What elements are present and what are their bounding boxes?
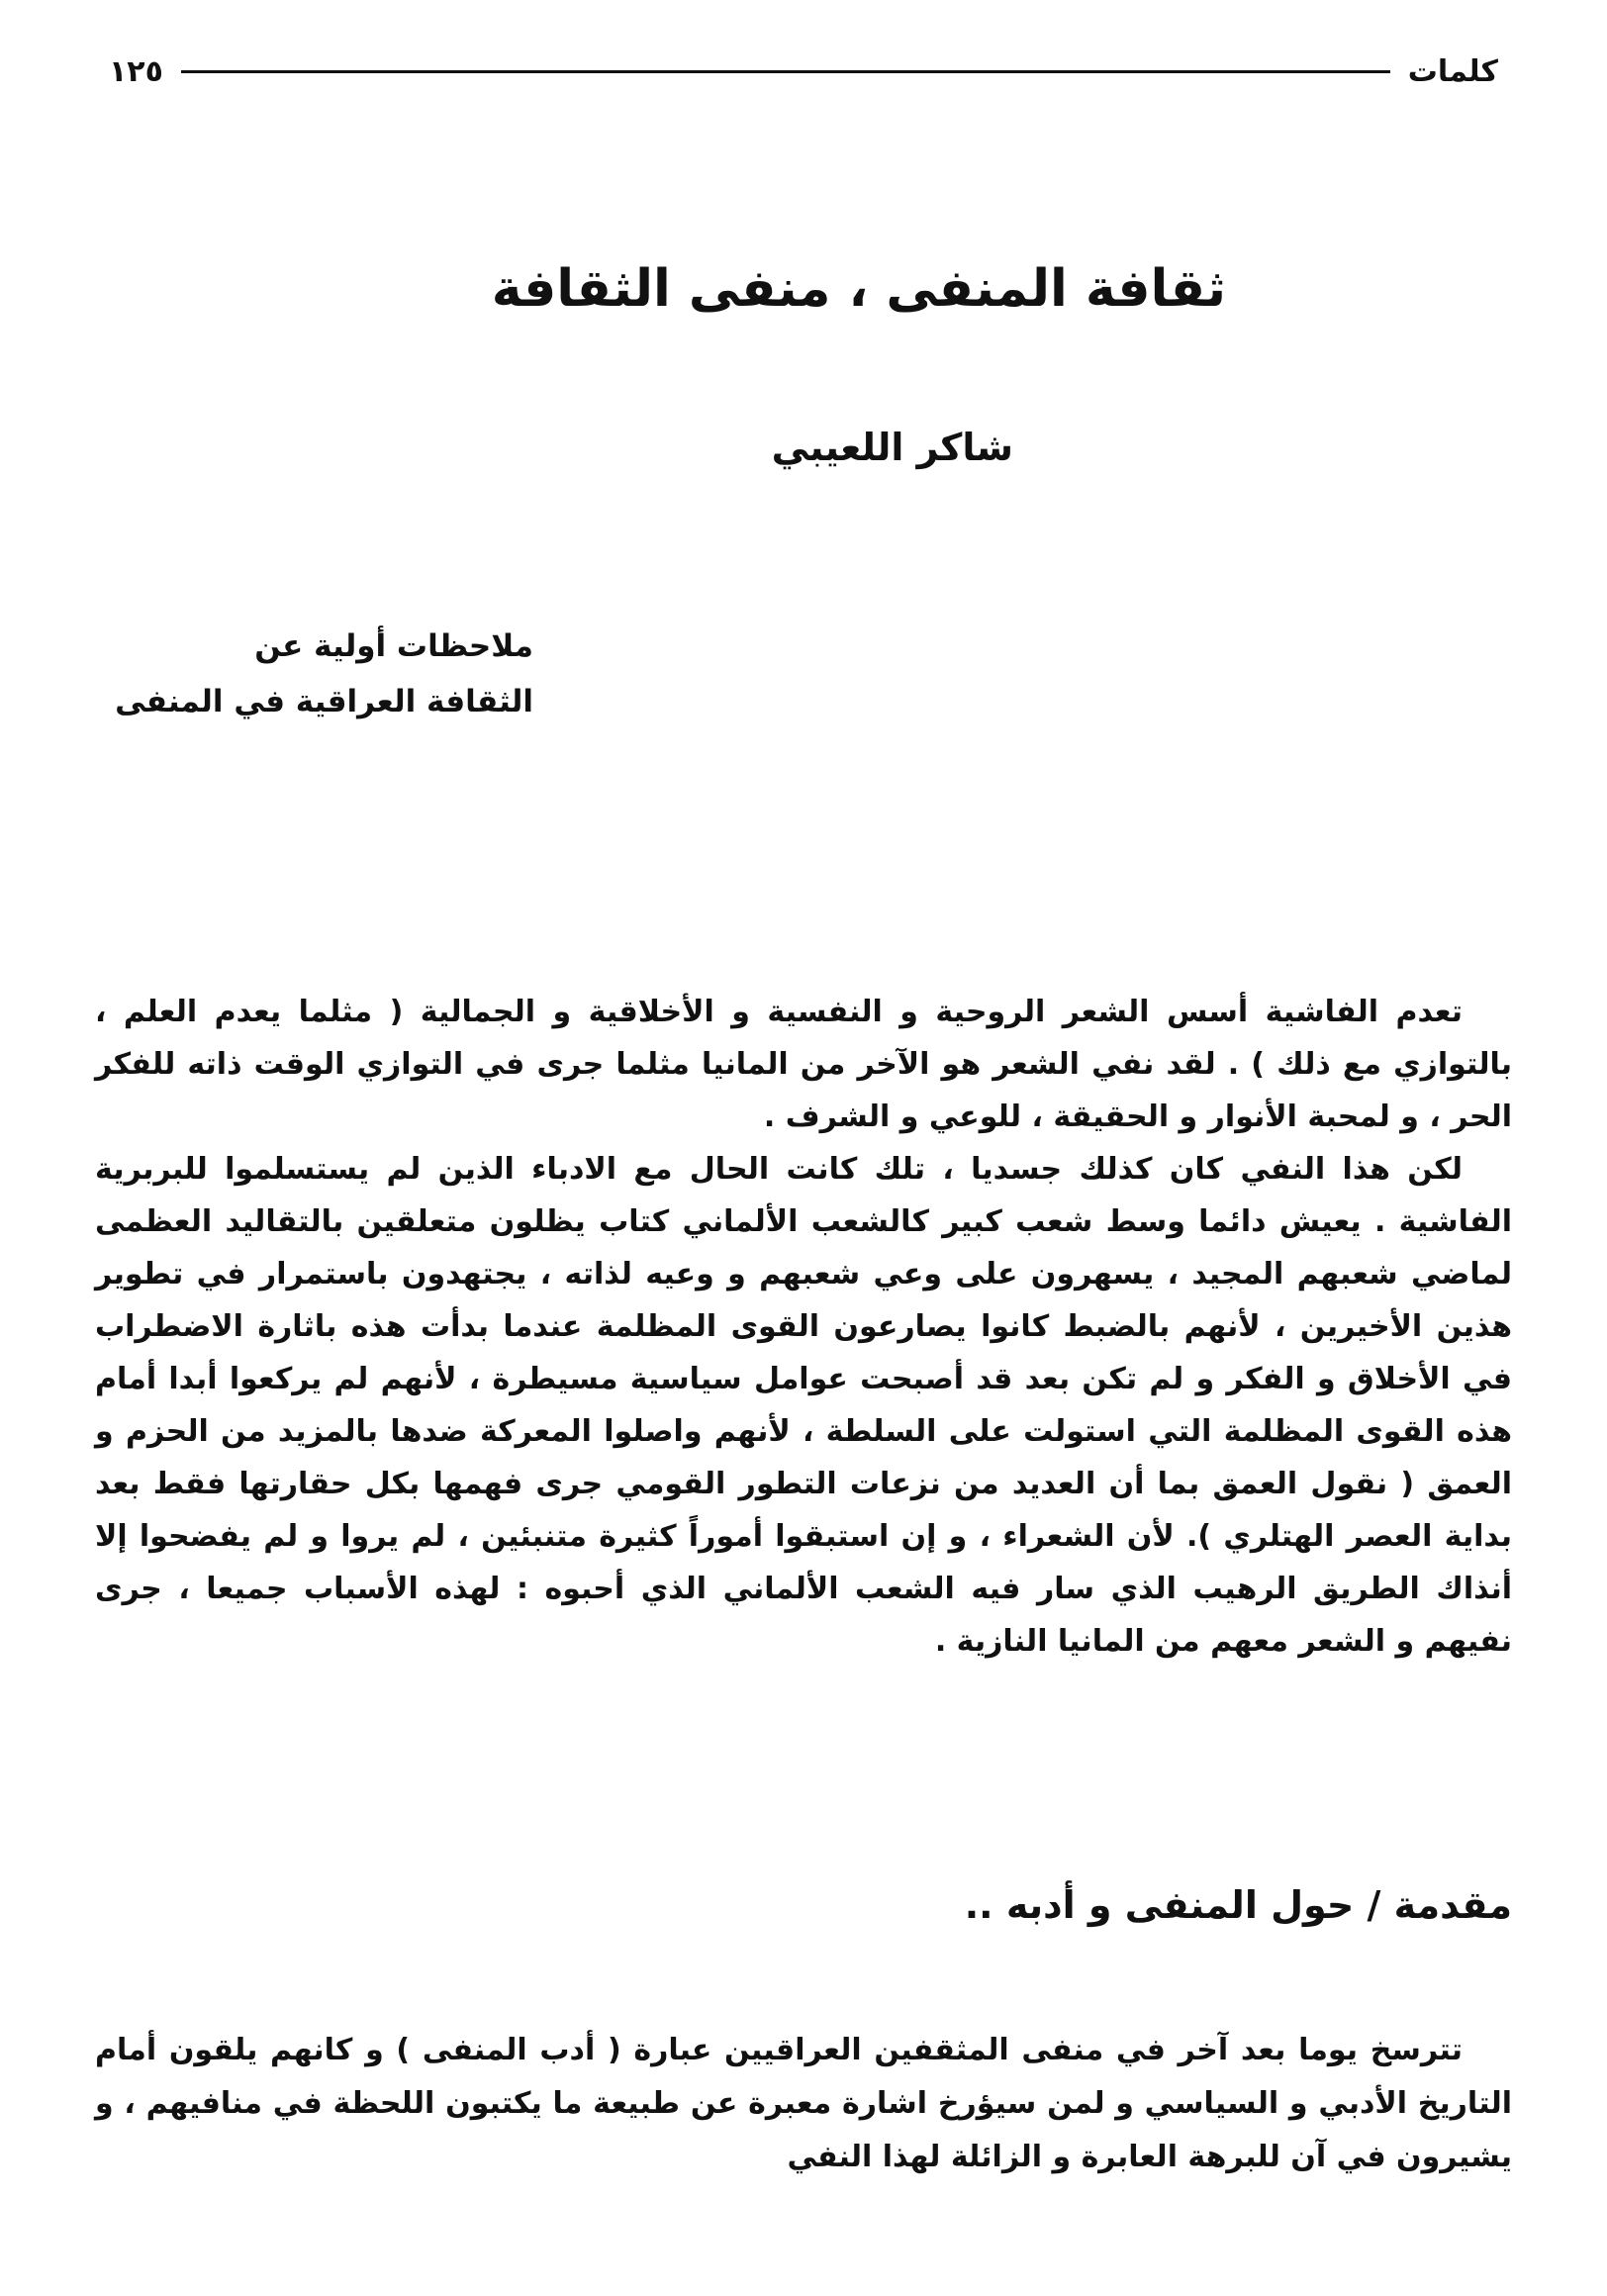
header-rule — [181, 70, 1390, 73]
section-body — [95, 2024, 1512, 2184]
section-paragraph: تترسخ يوما بعد آخر في منفى المثقفين العراقيين عبارة ( أدب المنفى ) و كانهم يلقون أمام التاريخ الأدبي و السياسي و لمن سيؤرخ اشارة معبرة عن طبيعة ما يكتبون اللحظة في منافيهم ، و يشيرون في آن للبرهة العابرة و الزائلة لهذا النفي — [95, 2033, 1512, 2174]
epigraph — [115, 619, 533, 729]
body-paragraph: لكن هذا النفي كان كذلك جسديا ، تلك كانت الحال مع الادباء الذين لم يستسلموا للبربرية الفاشية . يعيش دائما وسط شعب كبير كالشعب الألماني كتاب يظلون متعلقين بالتقاليد العظمى لماضي شعبهم المجيد ، يسهرون على وعي شعبهم و وعيه لذاته ، يجتهدون باستمرار في تطوير هذين الأخيرين ، لأنهم بالضبط كانوا يصارعون القوى المظلمة عندما بدأت هذه باثارة الاضطراب في الأخلاق و الفكر و لم تكن بعد قد أصبحت عوامل سياسية مسيطرة ، لأنهم لم يركعوا أبدا أمام هذه القوى المظلمة التي استولت على السلطة ، لأنهم واصلوا المعركة ضدها بالمزيد من الحزم و العمق ( نقول العمق بما أن العديد من نزعات التطور القومي جرى فهمها بكل حقارتها فقط بعد بداية العصر الهتلري ). لأن الشعراء ، و إن استبقوا أموراً كثيرة متنبئين ، لم يروا و لم يفضحوا إلا أنذاك الطريق الرهيب الذي سار فيه الشعب الألماني الذي أحبوه : لهذه الأسباب جميعا ، جرى نفيهم و الشعر معهم من المانيا النازية . — [95, 1152, 1512, 1659]
running-header — [109, 51, 1498, 91]
page-number: ١٢٥ — [109, 53, 163, 89]
author-name: شاكر اللعيبي — [771, 426, 1013, 469]
section-heading: مقدمة / حول المنفى و أدبه .. — [964, 1883, 1512, 1927]
running-title: كلمات — [1407, 53, 1498, 89]
epigraph-line: الثقافة العراقية في المنفى — [115, 684, 533, 719]
article-title: ثقافة المنفى ، منفى الثقافة — [491, 259, 1226, 319]
body-paragraph: تعدم الفاشية أسس الشعر الروحية و النفسية و الأخلاقية و الجمالية ( مثلما يعدم العلم ، بالتوازي مع ذلك ) . لقد نفي الشعر هو الآخر من المانيا مثلما جرى في التوازي الوقت ذاته للفكر الحر ، و لمحبة الأنوار و الحقيقة ، للوعي و الشرف . — [95, 995, 1512, 1134]
epigraph-line: ملاحظات أولية عن — [254, 628, 533, 664]
article-body — [95, 986, 1512, 1668]
